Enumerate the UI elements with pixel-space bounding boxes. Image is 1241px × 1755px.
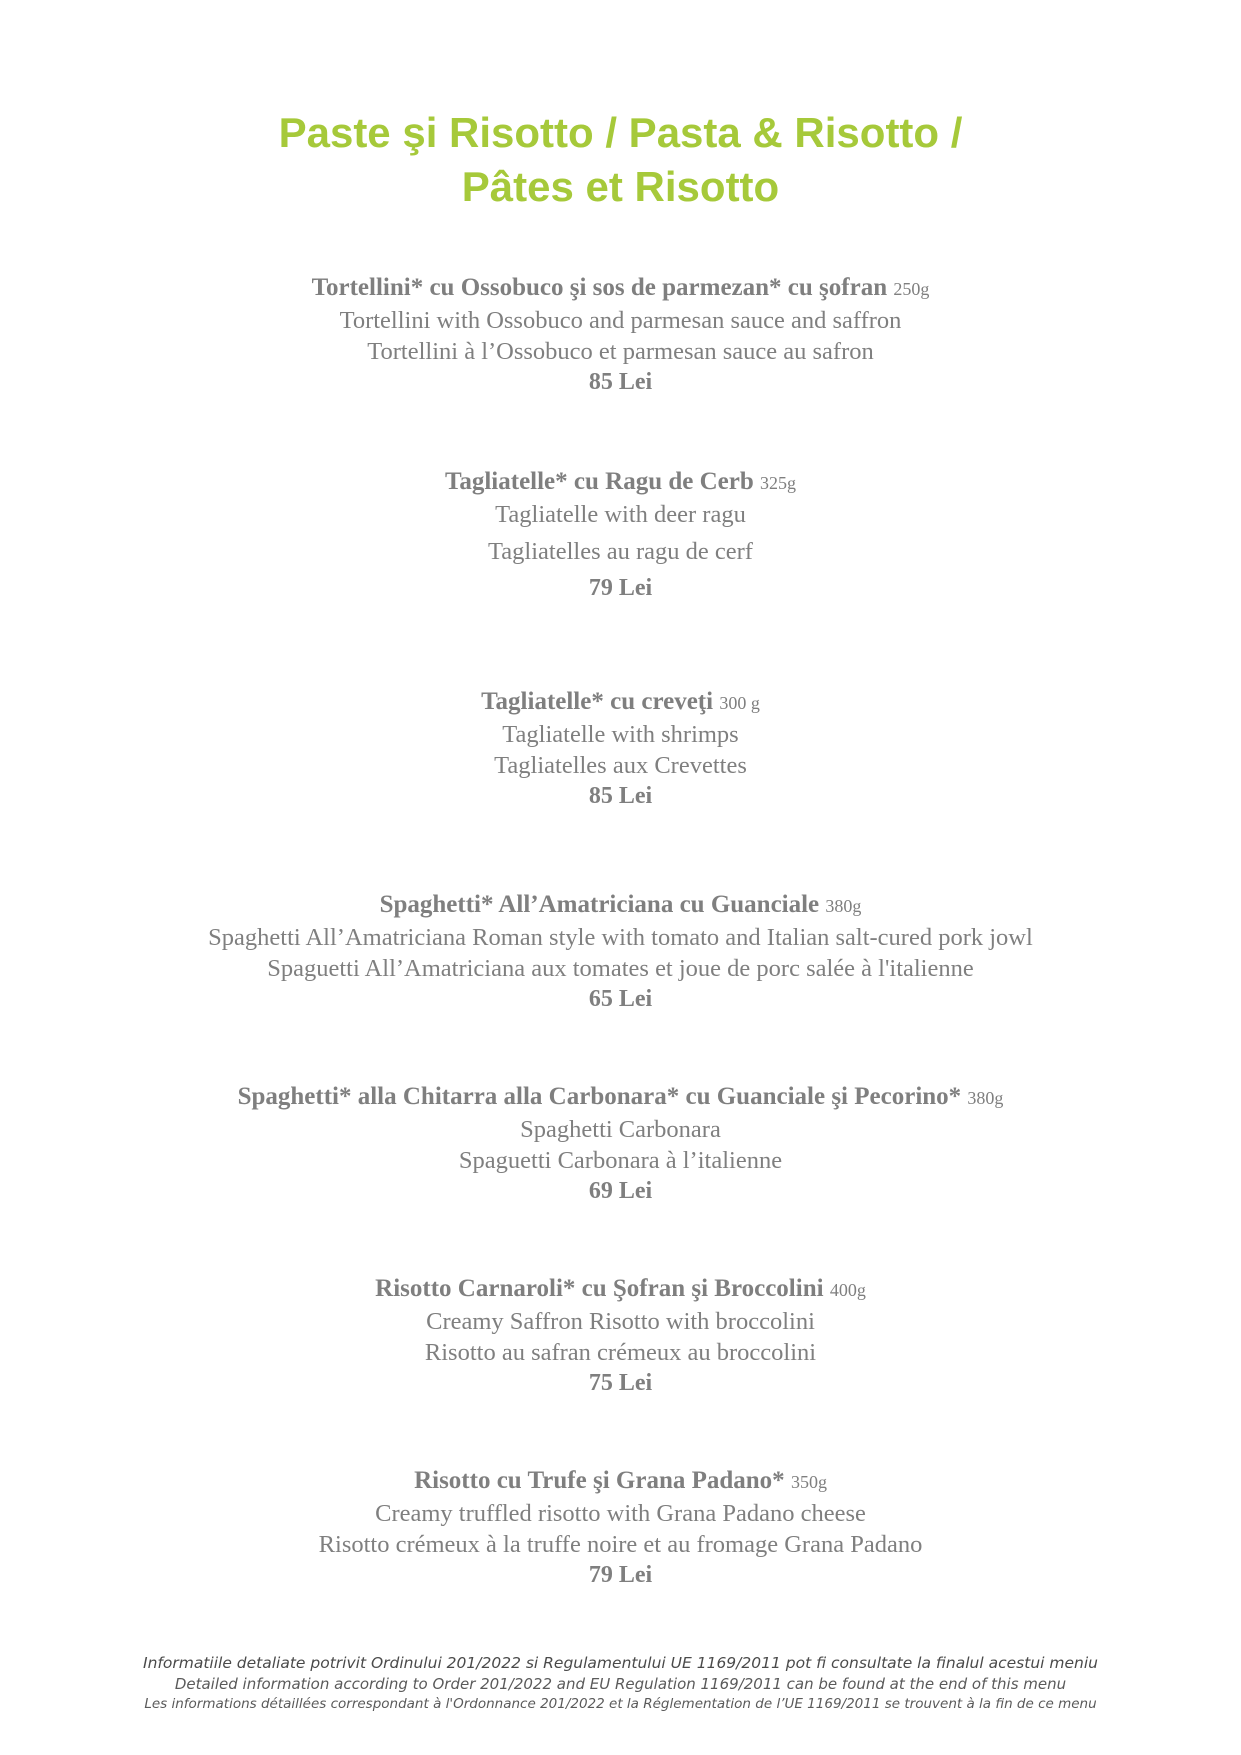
menu-item-tagliatelle-deer [0,466,1241,604]
item-description-fr: Risotto au safran crémeux au broccolini [424,1339,817,1366]
footer-note-en: Detailed information according to Order 201/2022 and EU Regulation 1169/2011 can be found at the end of this menu [174,1675,1067,1693]
item-price: 79 Lei [588,1562,653,1588]
menu-item-risotto-truffle [0,1465,1241,1591]
item-heading [0,272,1241,305]
page-title-line-2: Pâtes et Risotto [461,163,780,210]
item-name: Spaghetti* alla Chitarra alla Carbonara* cu Guanciale şi Pecorino* [237,1083,962,1110]
item-description-fr: Tagliatelles au ragu de cerf [488,538,753,565]
item-weight: 300 g [719,693,760,713]
item-description-fr: Tagliatelles aux Crevettes [494,752,747,779]
item-price: 75 Lei [588,1370,653,1396]
item-heading [0,686,1241,719]
item-description-en: Creamy truffled risotto with Grana Padano cheese [375,1500,866,1527]
item-name: Spaghetti* All’Amatriciana cu Guanciale [379,891,820,918]
item-description-en: Tagliatelle with shrimps [502,721,739,748]
menu-item-spaghetti-amatriciana [0,889,1241,1015]
page-title [0,106,1241,214]
item-price: 85 Lei [588,783,653,809]
menu-item-spaghetti-carbonara [0,1081,1241,1207]
footer-note-fr: Les informations détaillées correspondant à l'Ordonnance 201/2022 et la Réglementation de l’UE 1169/2011 se trouvent à la fin de ce menu [144,1696,1097,1712]
item-name: Tagliatelle* cu creveţi [481,688,714,715]
item-description-en: Tortellini with Ossobuco and parmesan sauce and saffron [339,307,902,334]
item-weight: 250g [893,279,930,299]
item-weight: 400g [829,1280,866,1300]
item-description-fr: Risotto crémeux à la truffe noire et au fromage Grana Padano [318,1531,923,1558]
item-name: Tagliatelle* cu Ragu de Cerb [444,468,754,495]
item-price: 69 Lei [588,1178,653,1204]
item-description-en: Creamy Saffron Risotto with broccolini [426,1308,815,1335]
page-title-line-1: Paste şi Risotto / Pasta & Risotto / [278,109,963,156]
menu-item-tagliatelle-shrimps [0,686,1241,812]
item-weight: 380g [825,896,862,916]
footer-note-ro: Informatiile detaliate potrivit Ordinului 201/2022 si Regulamentului UE 1169/2011 pot fi consultate la finalul acestui meniu [143,1654,1098,1672]
item-price: 85 Lei [588,369,653,395]
item-weight: 380g [967,1088,1004,1108]
item-weight: 350g [790,1472,827,1492]
item-description-fr: Tortellini à l’Ossobuco et parmesan sauce au safron [367,338,874,365]
item-name: Risotto Carnaroli* cu Şofran şi Broccolini [375,1275,824,1302]
item-price: 79 Lei [588,575,653,601]
item-weight: 325g [760,473,797,493]
item-heading [0,1081,1241,1114]
item-description-fr: Spaguetti All’Amatriciana aux tomates et joue de porc salée à l'italienne [267,955,974,982]
item-name: Risotto cu Trufe şi Grana Padano* [414,1467,785,1494]
item-name: Tortellini* cu Ossobuco şi sos de parmezan* cu şofran [311,274,888,301]
menu-item-tortellini [0,272,1241,398]
item-description-fr: Spaguetti Carbonara à l’italienne [458,1147,783,1174]
item-description-en: Spaghetti Carbonara [520,1116,721,1143]
item-description-en: Tagliatelle with deer ragu [495,501,746,528]
item-heading [0,889,1241,922]
item-price: 65 Lei [588,986,653,1012]
menu-item-risotto-saffron [0,1273,1241,1399]
item-heading [0,466,1241,499]
item-heading [0,1465,1241,1498]
legal-footer [0,1652,1241,1714]
item-description-en: Spaghetti All’Amatriciana Roman style with tomato and Italian salt-cured pork jowl [208,924,1033,951]
item-heading [0,1273,1241,1306]
